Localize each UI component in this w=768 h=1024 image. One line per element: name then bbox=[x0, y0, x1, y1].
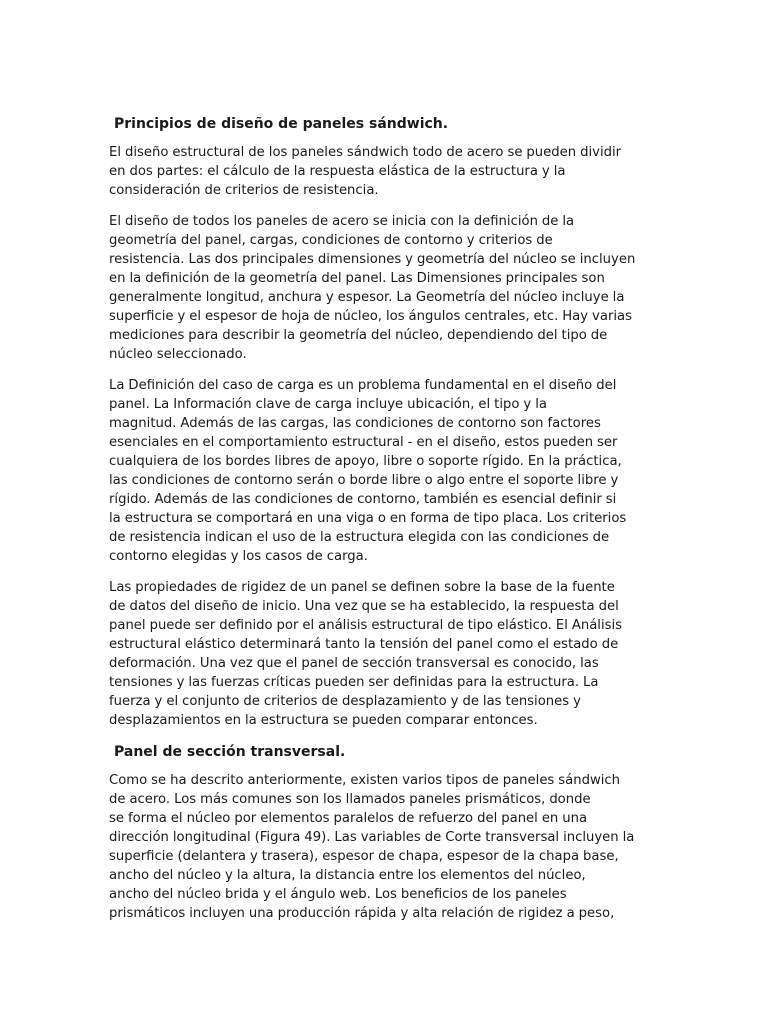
paragraph-4: Las propiedades de rigidez de un panel se definen sobre la base de la fuente de datos del diseño de inicio. Una vez que se ha establecido, la respuesta del panel puede ser definido por el análisis estructural de tipo elástico. El Análisis estructural elástico determinará tanto la tensión del panel como el estado de deformación. Una vez que el panel de sección transversal es conocido, las tensiones y las fuerzas críticas pueden ser definidas para la estructura. La fuerza y el conjunto de criterios de desplazamiento y de las tensiones y desplazamientos en la estructura se pueden comparar entonces. bbox=[109, 580, 623, 728]
paragraph-5: Como se ha descrito anteriormente, existen varios tipos de paneles sándwich de acero. Los más comunes son los llamados paneles prismáticos, donde se forma el núcleo por elementos paralelos de refuerzo del panel en una dirección longitudinal (Figura 49). Las variables de Corte transversal incluyen la superficie (delantera y trasera), espesor de chapa, espesor de la chapa base, ancho del núcleo y la altura, la distancia entre los elementos del núcleo, ancho del núcleo brida y el ángulo web. Los beneficios de los paneles prismáticos incluyen una producción rápida y alta relación de rigidez a peso, bbox=[109, 773, 635, 921]
paragraph-1: El diseño estructural de los paneles sándwich todo de acero se pueden dividir en dos partes: el cálculo de la respuesta elástica de la estructura y la consideración de criterios de resistencia. bbox=[109, 145, 622, 198]
paragraph-2: El diseño de todos los paneles de acero se inicia con la definición de la geometría del panel, cargas, condiciones de contorno y criterios de resistencia. Las dos principales dimensiones y geometría del núcleo se incluyen en la definición de la geometría del panel. Las Dimensiones principales son generalmente longitud, anchura y espesor. La Geometría del núcleo incluye la superficie y el espesor de hoja de núcleo, los ángulos centrales, etc. Hay varias mediciones para describir la geometría del núcleo, dependiendo del tipo de núcleo seleccionado. bbox=[109, 214, 636, 362]
document-page bbox=[109, 114, 657, 935]
section-heading-design-principles: Principios de diseño de paneles sándwich. bbox=[114, 116, 449, 132]
paragraph-3: La Definición del caso de carga es un problema fundamental en el diseño del panel. La Información clave de carga incluye ubicación, el tipo y la magnitud. Además de las cargas, las condiciones de contorno son factores esenciales en el comportamiento estructural - en el diseño, estos pueden ser cualquiera de los bordes libres de apoyo, libre o soporte rígido. En la práctica, las condiciones de contorno serán o borde libre o algo entre el soporte libre y rígido. Además de las condiciones de contorno, también es esencial definir si la estructura se comportará en una viga o en forma de tipo placa. Los criterios de resistencia indican el uso de la estructura elegida con las condiciones de contorno elegidas y los casos de carga. bbox=[109, 378, 627, 564]
section-heading-cross-section: Panel de sección transversal. bbox=[114, 744, 346, 760]
